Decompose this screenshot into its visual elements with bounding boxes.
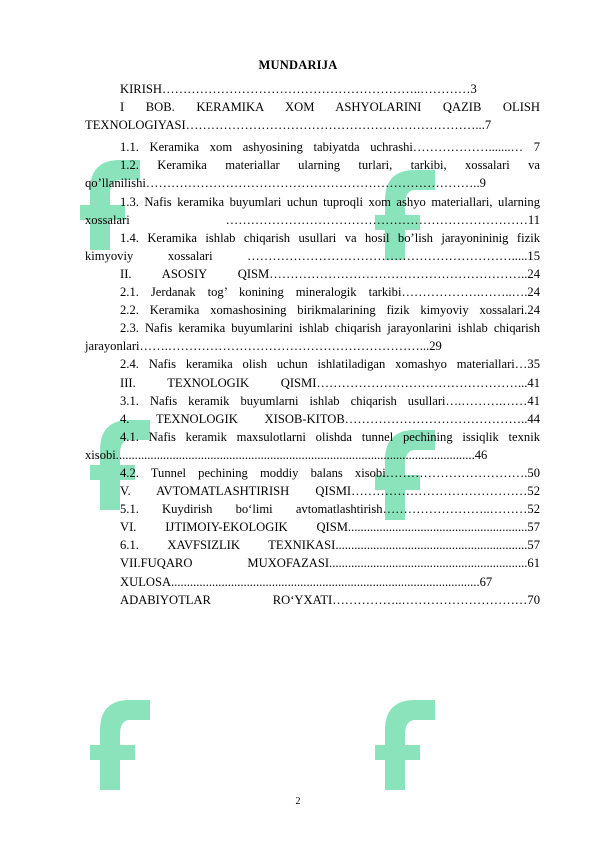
toc-entry[interactable]: I BOB. KERAMIKA XOM ASHYOLARINI QAZIB OLISH TEXNOLOGIYASI……………………………………………………………...7 bbox=[85, 100, 540, 133]
toc-entry[interactable]: XULOSA..................................................................................................67 bbox=[120, 574, 493, 589]
document-title: MUNDARIJA bbox=[258, 58, 338, 72]
toc-entry[interactable]: 6.1. XAVFSIZLIK TEXNIKASI.............................................................57 bbox=[120, 538, 540, 553]
toc-entry[interactable]: 4.1. Nafis keramik maxsulotlarni olishda tunnel pechining issiqlik texnik xisobi..................................................................................................................46 bbox=[85, 429, 540, 462]
toc-entry[interactable]: 2.3. Nafis keramika buyumlarini ishlab chiqarish jarayonlarini ishlab chiqarish jarayonlari…….……………………………………………………...29 bbox=[85, 321, 540, 354]
watermark-logo-icon bbox=[90, 690, 160, 800]
toc-entry[interactable]: 2.4. Nafis keramika olish uchun ishlatiladigan xomashyo materiallari…35 bbox=[120, 357, 540, 372]
toc-entry[interactable]: 2.2. Keramika xomashosining birikmalarining fizik kimyoviy xossalari.24 bbox=[120, 303, 540, 318]
toc-entry[interactable]: 1.3. Nafis keramika buyumlari uchun tuproqli xom ashyo materiallari, ularning xossalari ………………………………………………………………11 bbox=[85, 194, 540, 227]
toc-entry[interactable]: VI. IJTIMOIY-EKOLOGIK QISM.........................................................57 bbox=[120, 520, 540, 535]
toc-entry[interactable]: 4. TEXNOLOGIK XISOB-KITOB……………………………………..44 bbox=[120, 411, 540, 426]
toc-entry[interactable]: III. TEXNOLOGIK QISMI…………………………………………...41 bbox=[120, 375, 540, 390]
page-number: 2 bbox=[295, 796, 301, 807]
watermark-logo-icon bbox=[375, 690, 445, 800]
toc-entry[interactable]: 3.1. Nafis keramik buyumlarni ishlab chiqarish usullari….……….……41 bbox=[120, 393, 540, 408]
toc-entry[interactable]: V. AVTOMATLASHTIRISH QISMI……………………………………52 bbox=[120, 484, 540, 499]
toc-entry[interactable]: 4.2. Tunnel pechining moddiy balans xisobi…………………………….50 bbox=[120, 465, 540, 480]
toc-entry[interactable]: 5.1. Kuydirish bo‘limi avtomatlashtirish……………………..………52 bbox=[120, 502, 540, 517]
table-of-contents bbox=[85, 80, 540, 609]
toc-entry[interactable]: 1.1. Keramika xom ashyosining tabiyatda uchrashi……………….......… 7 bbox=[120, 140, 540, 155]
toc-entry[interactable]: 2.1. Jerdanak tog’ konining mineralogik tarkibi……………….……..….24 bbox=[120, 285, 540, 300]
toc-entry[interactable]: ADABIYOTLAR RO‘YXATI……………..…………………………70 bbox=[120, 592, 540, 607]
toc-entry[interactable]: II. ASOSIY QISM……………………………………………………..24 bbox=[120, 266, 540, 281]
toc-entry[interactable]: KIRISH……………………………………………………..…………3 bbox=[120, 82, 477, 96]
toc-entry[interactable]: 1.4. Keramika ishlab chiqarish usullari va hosil bo’lish jarayonininig fizik kimyoviy xossalari ……………………………………………………….....15 bbox=[85, 230, 540, 263]
toc-entry[interactable]: 1.2. Keramika materiallar ularning turlari, tarkibi, xossalari va qo’llanilishi……………………………………………………………………..9 bbox=[85, 158, 540, 191]
toc-entry[interactable]: VII.FUQARO MUXOFAZASI...............................................................61 bbox=[120, 556, 540, 571]
